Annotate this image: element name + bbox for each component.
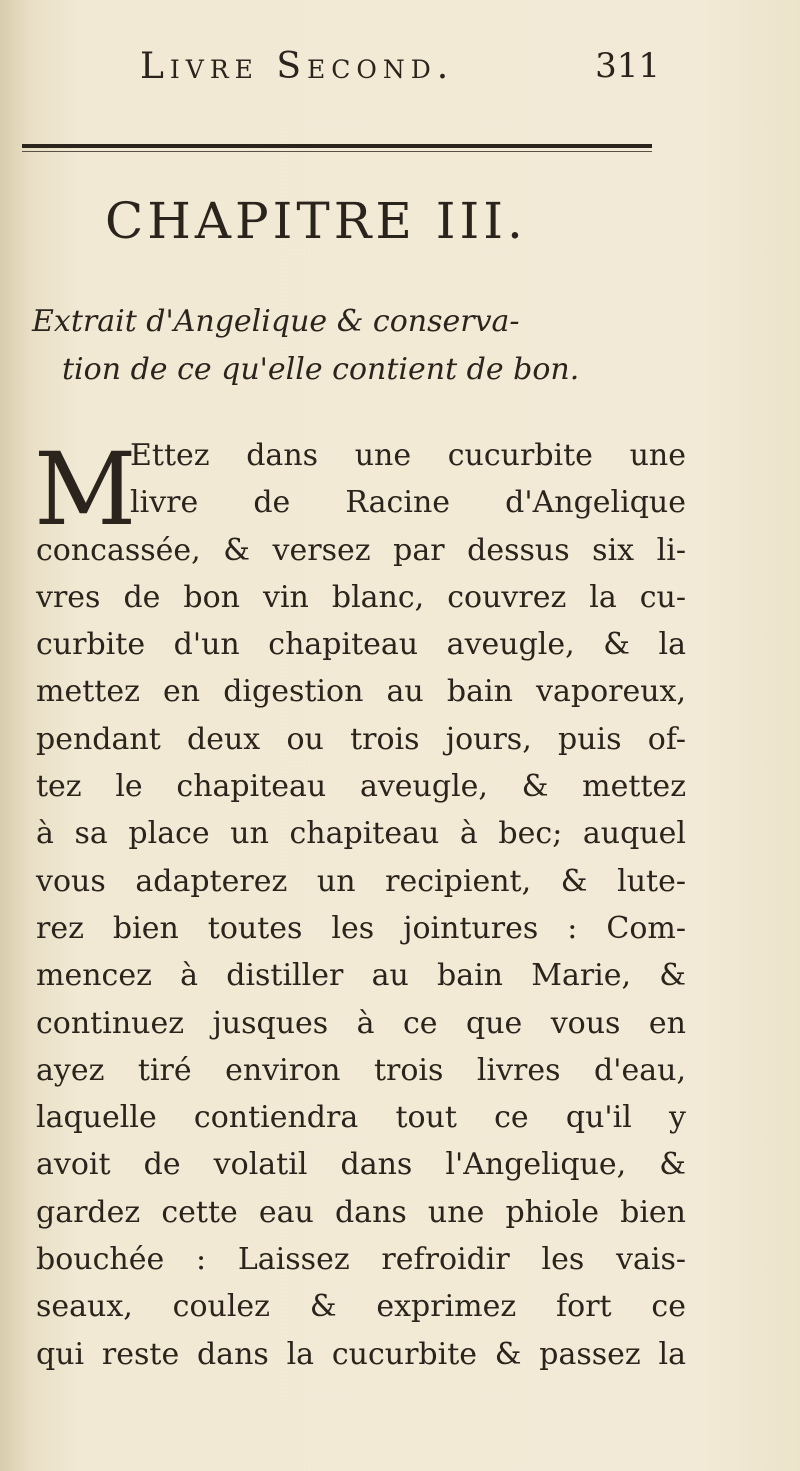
text-line: bouchée : Laissez refroidir les vais- xyxy=(36,1242,686,1278)
text-line: curbite d'un chapiteau aveugle, & la xyxy=(36,627,686,663)
text-line: laquelle contiendra tout ce qu'il y xyxy=(36,1100,686,1136)
text-line: à sa place un chapiteau à bec; auquel xyxy=(36,816,686,852)
text-line: rez bien toutes les jointures : Com- xyxy=(36,910,686,946)
text-line: qui reste dans la cucurbite & passez la xyxy=(36,1336,686,1372)
text-line: tez le chapiteau aveugle, & mettez xyxy=(36,769,686,805)
text-line: concassée, & versez par dessus six li- xyxy=(36,532,686,568)
text-line: Ettez dans une cucurbite une xyxy=(130,438,686,473)
text-line: livre de Racine d'Angelique xyxy=(130,485,686,521)
text-line: gardez cette eau dans une phiole bien xyxy=(36,1194,686,1230)
rule-thin-line xyxy=(22,151,652,152)
heading-line-1: Extrait d'Angelique & conserva- xyxy=(32,304,520,339)
text-line: mencez à distiller au bain Marie, & xyxy=(36,958,686,994)
page-number: 311 xyxy=(595,46,660,86)
ornamental-rule xyxy=(22,142,652,154)
rule-thick-line xyxy=(22,144,652,148)
text-line: ayez tiré environ trois livres d'eau, xyxy=(36,1052,686,1088)
text-line: vous adapterez un recipient, & lute- xyxy=(36,863,686,899)
text-line: vres de bon vin blanc, couvrez la cu- xyxy=(36,579,686,615)
drop-cap: M xyxy=(34,431,137,548)
section-heading xyxy=(20,298,700,394)
text-line: mettez en digestion au bain vaporeux, xyxy=(36,674,686,710)
text-line: pendant deux ou trois jours, puis of- xyxy=(36,721,686,757)
text-line: seaux, coulez & exprimez fort ce xyxy=(36,1289,686,1325)
running-head xyxy=(140,46,660,106)
body-text xyxy=(36,432,686,1378)
text-line: continuez jusques à ce que vous en xyxy=(36,1005,686,1041)
heading-line-2: tion de ce qu'elle contient de bon. xyxy=(62,352,580,387)
text-line: avoit de volatil dans l'Angelique, & xyxy=(36,1147,686,1183)
chapter-title: CHAPITRE III. xyxy=(105,192,527,250)
running-head-title: Livre Second. xyxy=(140,46,455,87)
